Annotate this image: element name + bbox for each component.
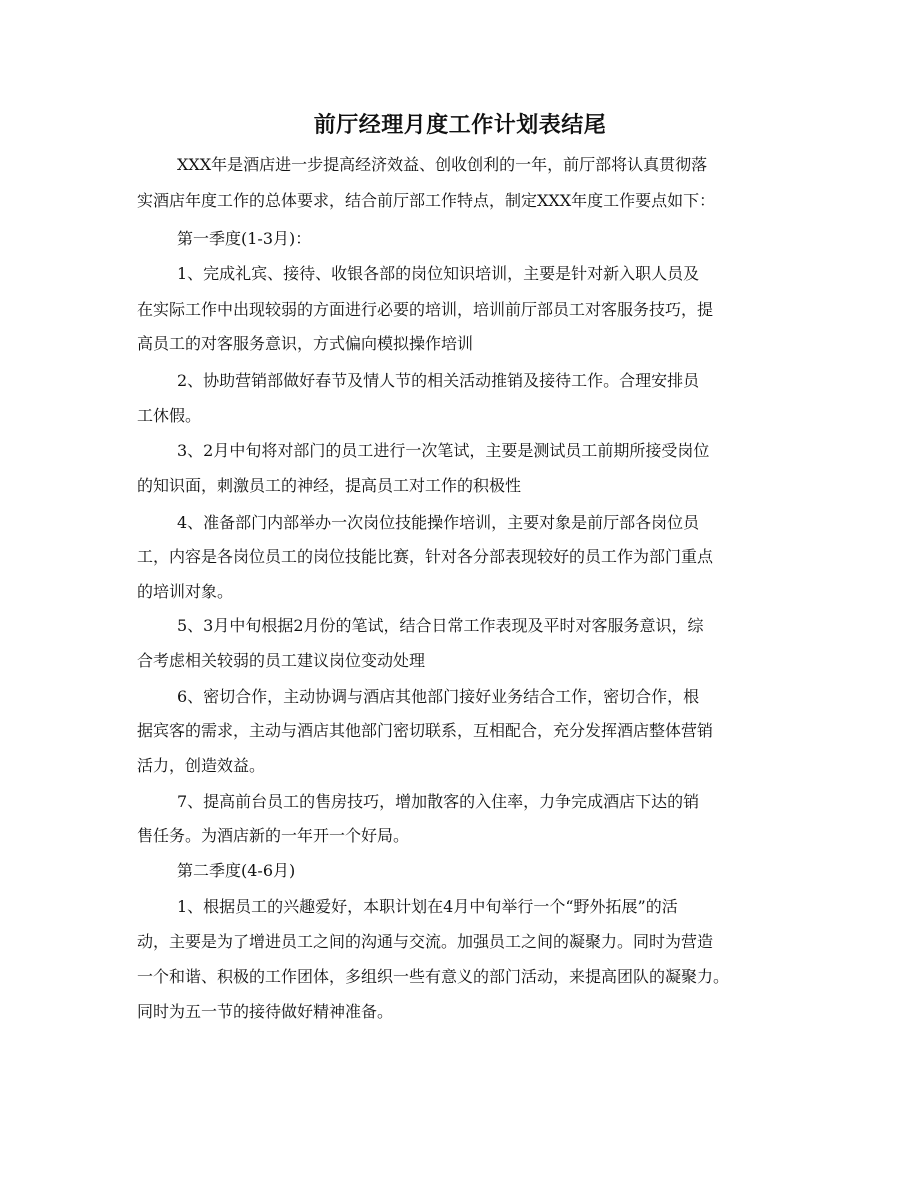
- body-line: 6、密切合作，主动协调与酒店其他部门接好业务结合工作，密切合作，根: [177, 687, 700, 706]
- body-line: 1、完成礼宾、接待、收银各部的岗位知识培训，主要是针对新入职人员及: [177, 264, 700, 283]
- document-title: 前厅经理月度工作计划表结尾: [313, 112, 607, 138]
- body-line: XXX年是酒店进一步提高经济效益、创收创利的一年，前厅部将认真贯彻落: [177, 155, 708, 174]
- body-line: 3、2月中旬将对部门的员工进行一次笔试，主要是测试员工前期所接受岗位: [177, 441, 710, 460]
- section-heading-q2: 第二季度(4-6月): [177, 861, 296, 880]
- body-line: 据宾客的需求，主动与酒店其他部门密切联系，互相配合，充分发挥酒店整体营销: [137, 721, 714, 740]
- body-line: 动，主要是为了增进员工之间的沟通与交流。加强员工之间的凝聚力。同时为营造: [137, 932, 714, 951]
- body-line: 高员工的对客服务意识，方式偏向模拟操作培训: [137, 334, 474, 353]
- body-line: 的知识面，刺激员工的神经，提高员工对工作的积极性: [137, 476, 522, 495]
- body-line: 工休假。: [137, 406, 202, 425]
- body-line: 合考虑相关较弱的员工建议岗位变动处理: [137, 651, 426, 670]
- body-line: 在实际工作中出现较弱的方面进行必要的培训，培训前厅部员工对客服务技巧，提: [137, 300, 714, 319]
- body-line: 5、3月中旬根据2月份的笔试，结合日常工作表现及平时对客服务意识，综: [177, 616, 704, 635]
- body-line: 同时为五一节的接待做好精神准备。: [137, 1002, 394, 1021]
- body-line: 实酒店年度工作的总体要求，结合前厅部工作特点，制定XXX年度工作要点如下：: [137, 191, 716, 210]
- body-line: 7、提高前台员工的售房技巧，增加散客的入住率，力争完成酒店下达的销: [177, 792, 700, 811]
- body-line: 活力，创造效益。: [137, 756, 266, 775]
- body-line: 售任务。为酒店新的一年开一个好局。: [137, 826, 410, 845]
- body-line: 2、协助营销部做好春节及情人节的相关活动推销及接待工作。合理安排员: [177, 371, 700, 390]
- body-line: 1、根据员工的兴趣爱好，本职计划在4月中旬举行一个“野外拓展”的活: [177, 897, 678, 916]
- body-line: 4、准备部门内部举办一次岗位技能操作培训，主要对象是前厅部各岗位员: [177, 513, 700, 532]
- body-line: 的培训对象。: [137, 582, 234, 601]
- body-line: 一个和谐、积极的工作团体，多组织一些有意义的部门活动，来提高团队的凝聚力。: [137, 967, 730, 986]
- body-line: 工，内容是各岗位员工的岗位技能比赛，针对各分部表现较好的员工作为部门重点: [137, 547, 714, 566]
- section-heading-q1: 第一季度(1-3月)：: [177, 229, 312, 248]
